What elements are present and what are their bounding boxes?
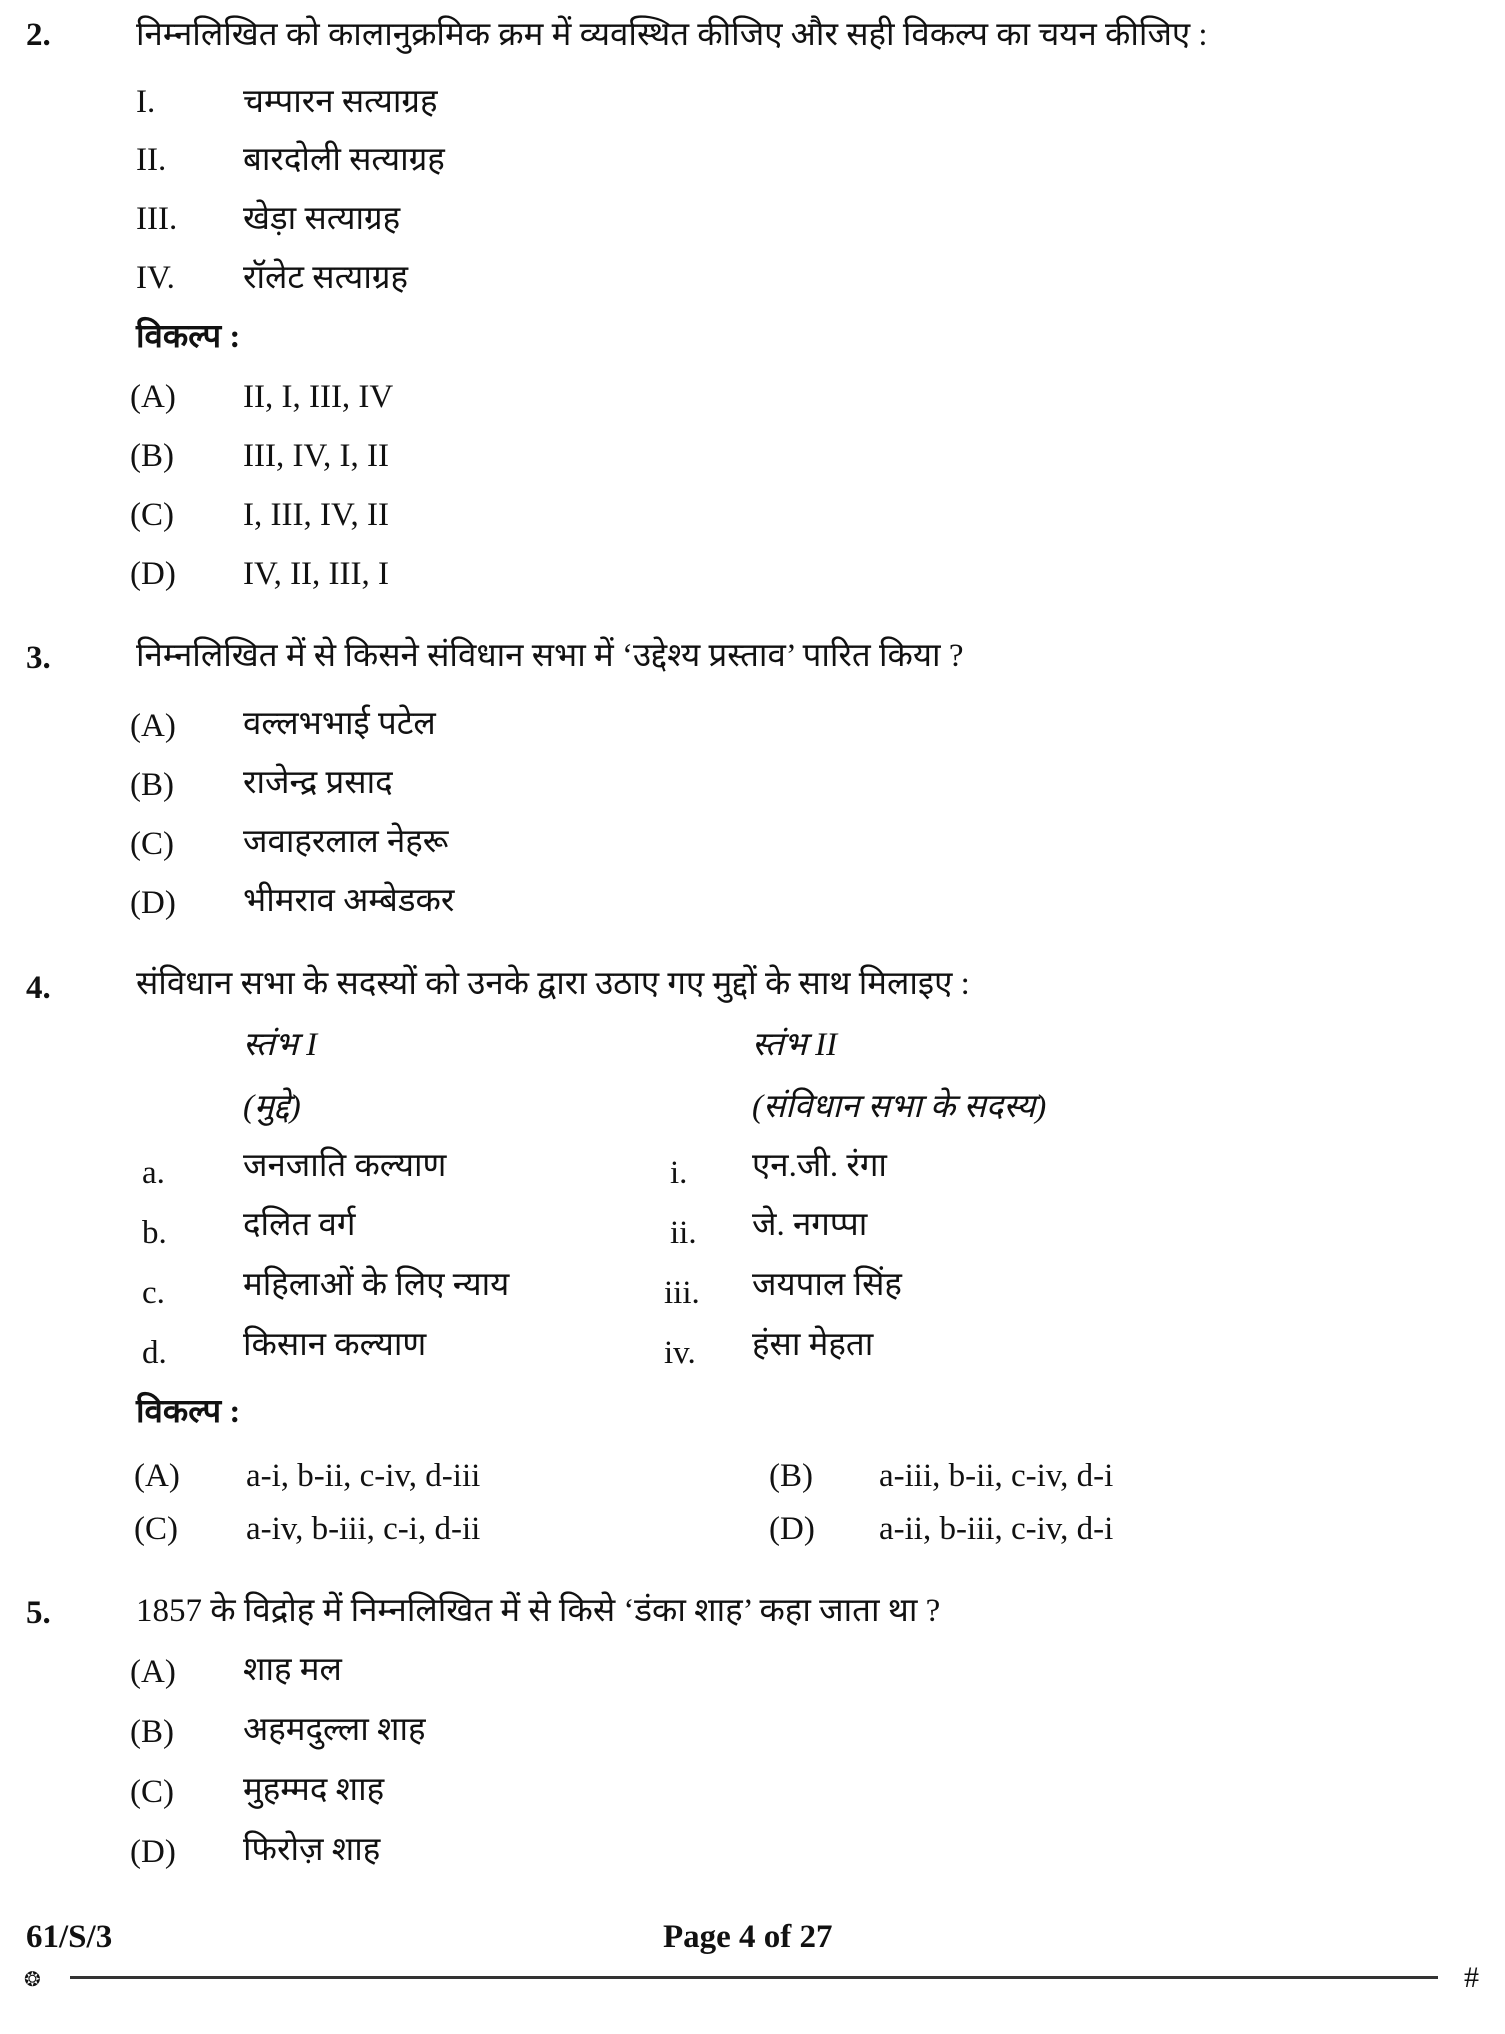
- option-text: जवाहरलाल नेहरू: [243, 824, 449, 860]
- hash-mark: #: [1464, 1961, 1479, 1994]
- column1-title: स्तंभ I: [243, 1027, 318, 1063]
- match-label: d.: [142, 1335, 167, 1371]
- match-label: iv.: [664, 1335, 696, 1371]
- option-text: अहमदुल्ला शाह: [243, 1712, 426, 1748]
- option-label: (B): [130, 767, 174, 803]
- item-label: II.: [136, 142, 167, 178]
- match-label: b.: [142, 1215, 167, 1251]
- option-label: (A): [130, 708, 176, 744]
- question-number: 5.: [26, 1595, 51, 1631]
- question-number: 4.: [26, 970, 51, 1006]
- match-text: जे. नगप्पा: [752, 1207, 868, 1243]
- option-label: (A): [134, 1458, 180, 1494]
- match-label: a.: [142, 1155, 165, 1191]
- option-label: (C): [130, 1774, 174, 1810]
- paper-code: 61/S/3: [26, 1919, 113, 1955]
- match-text: किसान कल्याण: [243, 1327, 427, 1363]
- option-text: III, IV, I, II: [243, 438, 390, 474]
- option-label: (C): [130, 826, 174, 862]
- option-text: IV, II, III, I: [243, 556, 390, 592]
- match-label: i.: [670, 1155, 688, 1191]
- question-number: 3.: [26, 640, 51, 676]
- item-text: बारदोली सत्याग्रह: [243, 142, 445, 178]
- match-text: महिलाओं के लिए न्याय: [243, 1267, 510, 1303]
- option-text: a-i, b-ii, c-iv, d-iii: [246, 1458, 481, 1494]
- option-label: (B): [130, 1714, 174, 1750]
- options-heading: विकल्प :: [136, 1394, 241, 1430]
- option-text: a-iv, b-iii, c-i, d-ii: [246, 1511, 481, 1547]
- match-text: हंसा मेहता: [752, 1327, 874, 1363]
- column2-subtitle: (संविधान सभा के सदस्य): [752, 1089, 1047, 1125]
- option-label: (D): [130, 1834, 176, 1870]
- option-label: (B): [769, 1458, 813, 1494]
- question-text: संविधान सभा के सदस्यों को उनके द्वारा उठाए गए मुद्दों के साथ मिलाइए :: [136, 966, 970, 1002]
- item-text: खेड़ा सत्याग्रह: [243, 201, 401, 237]
- page-number: Page 4 of 27: [663, 1919, 833, 1955]
- item-text: रॉलेट सत्याग्रह: [243, 260, 408, 296]
- question-number: 2.: [26, 17, 51, 53]
- match-text: दलित वर्ग: [243, 1207, 356, 1243]
- option-text: I, III, IV, II: [243, 497, 390, 533]
- flower-icon: ❂: [24, 1969, 41, 1991]
- item-text: चम्पारन सत्याग्रह: [243, 84, 438, 120]
- option-text: a-ii, b-iii, c-iv, d-i: [879, 1511, 1114, 1547]
- option-label: (A): [130, 379, 176, 415]
- option-text: II, I, III, IV: [243, 379, 394, 415]
- item-label: I.: [136, 84, 156, 120]
- option-text: फिरोज़ शाह: [243, 1832, 381, 1868]
- option-label: (B): [130, 438, 174, 474]
- match-text: जयपाल सिंह: [752, 1267, 902, 1303]
- question-text: निम्नलिखित को कालानुक्रमिक क्रम में व्यवस्थित कीजिए और सही विकल्प का चयन कीजिए :: [136, 17, 1208, 53]
- match-text: एन.जी. रंगा: [752, 1148, 887, 1184]
- option-text: शाह मल: [243, 1652, 342, 1688]
- footer-rule: [70, 1976, 1438, 1979]
- column1-subtitle: (मुद्दे): [243, 1089, 301, 1125]
- option-text: राजेन्द्र प्रसाद: [243, 765, 393, 801]
- match-text: जनजाति कल्याण: [243, 1148, 447, 1184]
- item-label: IV.: [136, 260, 175, 296]
- option-label: (C): [130, 497, 174, 533]
- option-label: (C): [134, 1511, 178, 1547]
- option-text: मुहम्मद शाह: [243, 1772, 385, 1808]
- match-label: iii.: [664, 1275, 700, 1311]
- option-label: (A): [130, 1654, 176, 1690]
- option-text: वल्लभभाई पटेल: [243, 706, 436, 742]
- option-label: (D): [130, 885, 176, 921]
- match-label: c.: [142, 1275, 165, 1311]
- options-heading: विकल्प :: [136, 319, 241, 355]
- option-text: a-iii, b-ii, c-iv, d-i: [879, 1458, 1114, 1494]
- question-text: निम्नलिखित में से किसने संविधान सभा में ‘उद्देश्य प्रस्ताव’ पारित किया ?: [136, 638, 964, 674]
- question-text: 1857 के विद्रोह में निम्नलिखित में से किसे ‘डंका शाह’ कहा जाता था ?: [136, 1593, 941, 1629]
- column2-title: स्तंभ II: [752, 1027, 838, 1063]
- match-label: ii.: [670, 1215, 697, 1251]
- item-label: III.: [136, 201, 178, 237]
- option-label: (D): [130, 556, 176, 592]
- option-text: भीमराव अम्बेडकर: [243, 883, 455, 919]
- option-label: (D): [769, 1511, 815, 1547]
